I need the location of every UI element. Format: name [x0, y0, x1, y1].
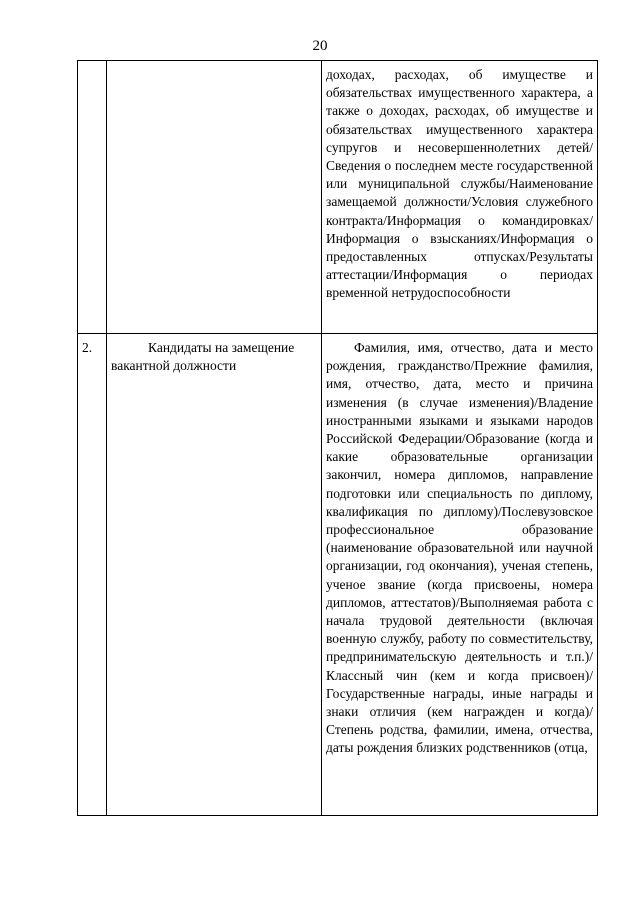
- data-categories-table: [77, 60, 598, 816]
- row-data-list: доходах, расходах, об имуществе и обязательствах имущественного характера, а также о доходах, расходах, об имуществе и обязательствах имущественного характера супругов и несовершеннолетних детей/Сведения о последнем месте государственной или муниципальной службы/Наименование замещаемой должности/Условия служебного контракта/Информация о командировках/Информация о взысканиях/Информация о предоставленных отпусках/Результаты аттестации/Информация о периодах временной нетрудоспособности: [322, 61, 598, 334]
- row-data-list: [322, 334, 598, 816]
- row-index: [78, 61, 107, 334]
- row-category-name: [107, 334, 322, 816]
- table-row: [78, 61, 598, 334]
- page-number: 20: [312, 38, 328, 54]
- row-data-list-text: Фамилия, имя, отчество, дата и место рождения, гражданство/Прежние фамилия, имя, отчество, дата, место и причина изменения (в случае изменения)/Владение иностранными языками и языками народов Российской Федерации/Образование (когда и какие образовательные организации закончил, номера дипломов, направление подготовки или специальность по диплому, квалификация по диплому)/Послевузовское профессиональное образование (наименование образовательной или научной организации, год окончания), ученая степень, ученое звание (когда присвоены, номера дипломов, аттестатов)/Выполняемая работа с начала трудовой деятельности (включая военную службу, работу по совместительству, предпринимательскую деятельность и т.п.)/Классный чин (кем и когда присвоен)/Государственные награды, иные награды и знаки отличия (кем награжден и когда)/Степень родства, фамилии, имена, отчества, даты рождения близких родственников (отца,: [326, 340, 593, 756]
- row-category-name-text: Кандидаты на замещение вакантной должности: [111, 340, 295, 374]
- table-row: [78, 334, 598, 816]
- row-index: 2.: [78, 334, 107, 816]
- row-category-name: [107, 61, 322, 334]
